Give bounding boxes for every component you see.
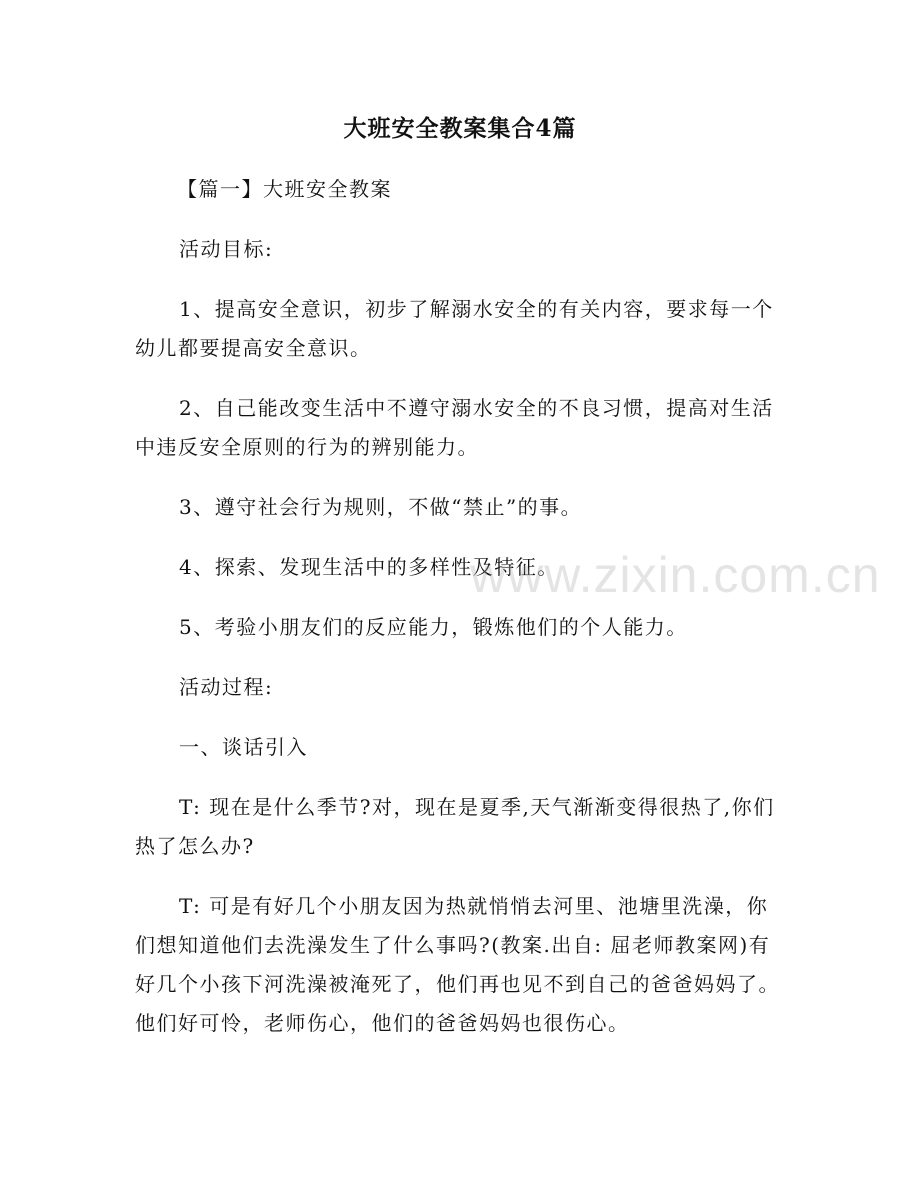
goal-item-5: 5、考验小朋友们的反应能力，锻炼他们的个人能力。 [179,615,688,639]
goal-item-4: 4、探索、发现生活中的多样性及特征。 [179,555,559,579]
dialogue-paragraph-1: T: 现在是什么季节?对，现在是夏季,天气渐渐变得很热了,你们热了怎么办? [135,795,775,858]
section-heading: 【篇一】大班安全教案 [177,177,392,201]
dialogue-paragraph-2: T: 可是有好几个小朋友因为热就悄悄去河里、池塘里洗澡，你们想知道他们去洗澡发生了什么事吗?(教案.出自: 屈老师教案网)有好几个小孩下河洗澡被淹死了，他们再也见不到自己的爸爸妈妈了。他们好可怜，老师伤心，他们的爸爸妈妈也很伤心。 [135,894,780,1035]
activity-goals-heading: 活动目标: [179,237,274,261]
goal-item-2: 2、自己能改变生活中不遵守溺水安全的不良习惯，提高对生活中违反安全原则的行为的辨别能力。 [135,396,774,459]
goal-item-3: 3、遵守社会行为规则，不做“禁止”的事。 [179,495,583,519]
document-title: 大班安全教案集合4篇 [343,115,577,142]
activity-process-heading: 活动过程: [179,675,274,699]
document-body [135,170,785,1064]
watermark: www.zixin.com.cn [470,547,881,603]
goal-item-1: 1、提高安全意识，初步了解溺水安全的有关内容，要求每一个幼儿都要提高安全意识。 [135,297,774,360]
step-heading-1: 一、谈话引入 [179,735,308,759]
